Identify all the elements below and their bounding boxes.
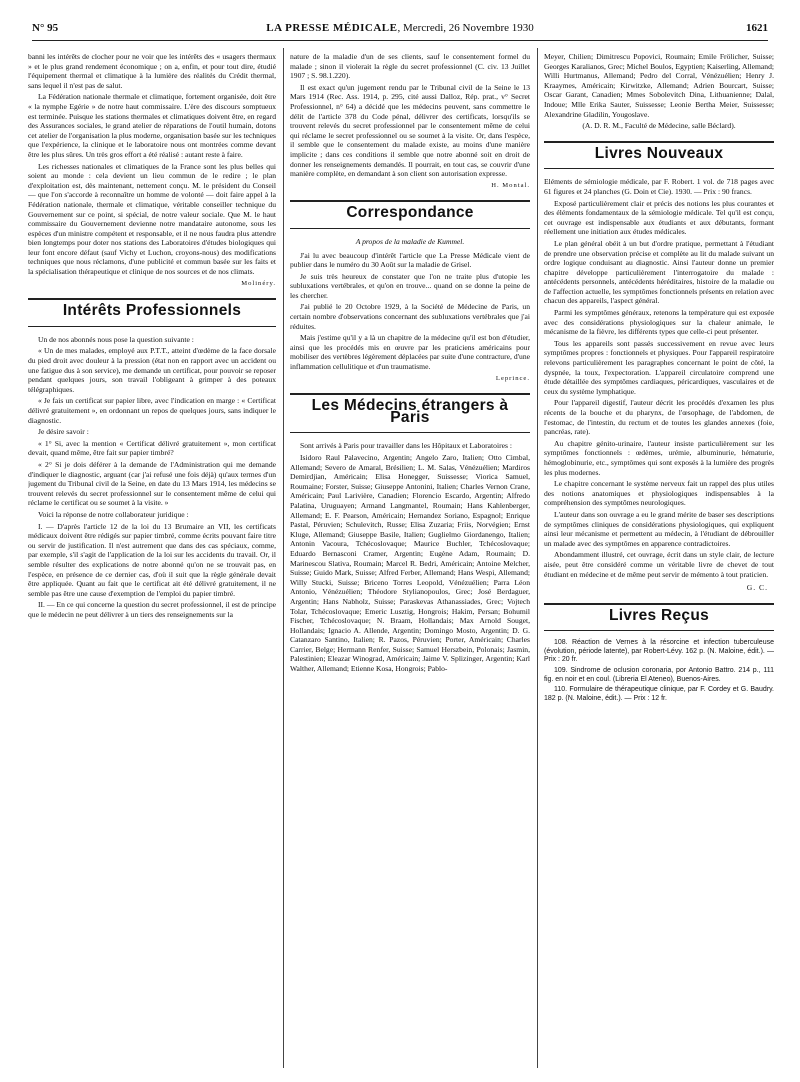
section-header — [290, 393, 530, 433]
paragraph: J'ai lu avec beaucoup d'intérêt l'article que La Presse Médicale vient de publier dans le numéro du 30 Août sur la maladie de Grisel. — [290, 250, 530, 270]
author-signature: Leprince. — [495, 374, 530, 382]
paragraph: Abondamment illustré, cet ouvrage, écrit dans un style clair, de lecture aisée, peut être considéré comme un véritable livre de chevet de tout étudiant en médecine et de même peut servir de mémento à tout praticien. — [544, 550, 774, 579]
newspaper-name: LA PRESSE MÉDICALE — [266, 22, 398, 34]
newspaper-title — [32, 22, 768, 34]
paragraph: Exposé particulièrement clair et précis des notions les plus courantes et des éléments fondamentaux de la sémiologie médicale. Tel qu'il est conçu, cet ouvrage est indispensable aux étudiants et aux débutants, formant réellement une initiation aux études médicales. — [544, 198, 774, 237]
page-number-right: 1621 — [746, 22, 768, 34]
section-header — [28, 298, 276, 327]
section-title: Intérêts Professionnels — [62, 302, 242, 320]
paragraph: Le chapitre concernant le système nerveux fait un rappel des plus utiles des notions anatomiques et physiologiques indispensables à la compréhension des symptômes neurologiques. — [544, 479, 774, 508]
paragraph: Parmi les symptômes généraux, retenons la température qui est exposée avec des considérations physiologiques sur la chaleur animale, le mécanisme de la fièvre, les différents types que celle-ci peut présenter. — [544, 308, 774, 337]
paragraph: I. — D'après l'article 12 de la loi du 13 Brumaire an VII, les certificats médicaux doivent être rédigés sur papier timbré, comme écrits pouvant faire titre ou servir de justification. Il n'est autrement que dans des cas spéciaux, comme, par exemple, s'il s'agit de l'application de la loi sur les accidents du travail. Or, il semble résulter des explications de notre abonné qu'on ne se trouvait pas, en l'espèce, en présence de ce dernier cas, d'où il suit que la règle générale devait être appliquée. Quant au fait que le certificat ait été délivré gratuitement, il ne semble pas être une cause d'exemption de l'emploi du papier timbré. — [28, 521, 276, 598]
author-signature: G. C. — [746, 583, 768, 593]
paragraph: Sont arrivés à Paris pour travailler dans les Hôpitaux et Laboratoires : — [300, 441, 512, 451]
paragraph: Voici la réponse de notre collaborateur juridique : — [38, 509, 189, 519]
section-title: Livres Reçus — [608, 606, 710, 624]
section-header — [544, 603, 774, 632]
section-title: Livres Nouveaux — [594, 144, 724, 162]
paragraph: nature de la maladie d'un de ses clients, sauf le consentement formel du malade ; sinon il violerait la règle du secret professionnel (C. civ. 13 Juillet 1907 ; S. 98.1.220). — [290, 52, 530, 81]
author-signature: H. Montal. — [491, 181, 530, 189]
paragraph: Meyer, Chilien; Dimitrescu Popovici, Roumain; Emile Frölicher, Suisse; Georges Karalianos, Grec; Michel Boulos, Egyptien; Kaiserling, Allemand; Willi Hurtmanus, Allemand; Pedro del Corral, Vénézuélien; Henry J. Kraaymes, Américain; Kirwitzke, Allemand; Adrien Bourcart, Suisse; Oscar Garant, Canadien; Mmes Sobolevitch Dina, Lithuanienne; Dalal, Indoue; Mlle Erika Sauter, Suissesse; Leonie Bertha Meier, Suissesse; Alexandrine Gladilin, Yougoslave. — [544, 52, 774, 119]
paragraph: « 1° Si, avec la mention « Certificat délivré gratuitement », mon certificat devait, quand même, être fait sur papier timbré? — [28, 438, 276, 458]
column-2 — [290, 52, 530, 1072]
paragraph: II. — En ce qui concerne la question du secret professionnel, il est de principe que le médecin ne peut délivrer à un tiers des renseignements sur la — [28, 600, 276, 619]
article-subtitle: A propos de la maladie de Kummel. — [355, 236, 465, 246]
page-header — [32, 18, 768, 41]
received-book-108: 108. Réaction de Vernes à la résorcine et infection tuberculeuse (évolution, période latente), par Robert-Lévy. 162 p. (N. Maloine, édit.). — Prix : 20 fr. — [544, 639, 774, 664]
book-reference: Eléments de sémiologie médicale, par F. Robert. 1 vol. de 718 pages avec 61 figures et 24 planches (G. Doin et Cie). 1930. — Prix : 90 francs. — [544, 177, 774, 196]
received-book-109: 109. Sindrome de oclusion coronaria, por Antonio Battro. 214 p., 111 fig. en noir et en coul. (Libreria El Ateneo), Buenos-Aires. — [544, 667, 774, 683]
column-rule-1 — [283, 48, 284, 1068]
paragraph: J'ai publié le 20 Octobre 1929, à la Société de Médecine de Paris, un certain nombre d'observations concernant des subluxations vertébrales que j'ai réduites. — [290, 302, 530, 331]
paragraph: banni les intérêts de clocher pour ne voir que les intérêts des « usagers thermaux » et le plus grand rendement économique ; on a, enfin, et pour tout dire, étudié l'équipement thermal et climatique à la lumière des réalités du Crédit thermal, sans lequel il n'est pas de salut. — [28, 52, 276, 90]
paragraph: Tous les appareils sont passés successivement en revue avec leurs symptômes propres : fonctionnels et physiques. Pour l'appareil respiratoire relevons particulièrement les paragraphes concernant le point de côté, la dyspnée, la toux, l'expectoration. L'appareil circulatoire comprend une étude détaillée des symptômes cardiaques, péricardiques, vasculaires et de ceux du système lymphatique. — [544, 338, 774, 396]
section-header — [544, 141, 774, 170]
paragraph: Pour l'appareil digestif, l'auteur décrit les procédés d'examen les plus récents de la bouche et du pharynx, de l'œsophage, de l'abdomen, de l'estomac, de l'intestin, du rectum et de toutes les glandes annexes (foie, pancréas, rate). — [544, 398, 774, 437]
paragraph: « 2° Si je dois déférer à la demande de l'Administration qui me demande d'indiquer le diagnostic, arguant (car j'ai refusé une fois déjà) qu'aux termes d'un jugement du Tribunal civil de la Seine, en date du 13 Mars 1914, les médecins se trouvent relevés du secret professionnel sur le consentement même de celui qui réclame le certificat ou se soumet à la visite. » — [28, 459, 276, 508]
paragraph: La Fédération nationale thermale et climatique, fortement organisée, doit être « la nymphe Egérie » de notre haut commissaire. L'ère des discours somptueux est terminée. Puisque les stations thermales et climatiques doivent être, en regard des Assurances sociales, le grand atelier de réparations de l'outil humain, dotons cet atelier de l'organisation la plus moderne, organisation basée sur les techniques que l'expérience, la clinique et le laboratoire nous ont montrées comme devant être les plus sûres. Un très gros effort a été réalisé : autant reste à faire. — [28, 92, 276, 159]
page-number: N° 95 — [32, 22, 59, 34]
paragraph: Il est exact qu'un jugement rendu par le Tribunal civil de la Seine le 13 Mars 1914 (Rec. Ass. 1914, p. 295, cité aussi Dalloz, Rép. prat., v° Secret Professionnel, n° 64) a décidé que les médecins peuvent, sans commettre le délit de l'article 378 du Code pénal, délivrer des certificats, lorsqu'ils se trouvent relevés du secret professionnel par le consentement même de celui qui réclame le secret professionnel ou se soumet à la visite. Or, dans l'espèce, il semble que le consentement du malade existe, au moins d'une manière implicite ; dans ces conditions il semble que notre abonné soit en droit de donner les renseignements demandés. Il pourrait, en tout cas, se couvrir d'une manière complète, en demandant à son client son autorisation expresse. — [290, 82, 530, 179]
paragraph: Isidoro Raul Palavecino, Argentin; Angelo Zaro, Italien; Otto Cimbal, Allemand; Severo de Amaral, Brésilien; L. M. Salas, Vénézuélien; Mardiros Demirdjian, Américain; Elisa Honegger, Suissesse; Viorica Samuel, Roumaine; Forster, Suisse; Giuseppe Antonini, Italien; Charles Vernon Crane, Américain; Paul Larivière, Canadien; Florencio Escardo, Argentin; Alfredo Palatina, Uruguayen; Armand Langmantel, Roumain; Hans Kahlenberger, Allemand; E. F. Pearson, Américain; Hernandez Soriano, Espagnol; Enrique Pastal, Péruvien; Schulevitch, Russe; Elisa Zuzaria; Friis, Norvégien; Ernst Kluge, Allemand; Giuseppe Basile, Italien; Guglielmo Giordanengo, Italien; Antonin Vacoura, Tchécoslovaque; Maurice Buchler, Tchécoslovaque; Eduardo Bernasconi Cramer, Argentin; Eugène Adam, Roumain; D. Marinescou Slativa, Roumain; Marcel R. Bedri, Américain; Antoine Melcher, Suisse; Guido Mark, Suisse; Alfred Ferber, Allemand; Hans Wespi, Allemand; Willy Stucki, Suisse; Briceno Torres Leopold, Vénézuélien; Parra Léon Antonio, Vénézuélien; Théodore Stylianopoulos, Grec; José Berdaguer, Argentin; Hans Nabholz, Suisse; Paraskevas Athanassiades, Grec; Vojtech Tolar, Tchécoslovaque; Emeric Lusztig, Hongrois; Hakim, Persan; Bohumil Fischer, Tchécoslovaque; N. Braam, Hollandais; Max Arnold Souget, Hollandais; Ignacio A. Allende, Argentin; Domingo Mosto, Argentin; D. G. Catanzaro Santino, Italien; R. Pazos, Péruvien; Porter, Américain; Charles Carrier, Belge; Hermann Renfer, Suisse; Samuel Herszbein, Polonais; Jasmin, Palestinien; Eleazar Winograd, Américain; Jaime V. Splizinger, Argentin; Karl Walther, Allemand; Etienne Kosa, Hongrois; Pablo- — [290, 453, 530, 674]
location-note: (A. D. R. M., Faculté de Médecine, salle Béclard). — [582, 121, 736, 131]
issue-date: , Mercredi, 26 Novembre 1930 — [397, 22, 534, 34]
author-signature: Molinéry. — [241, 279, 276, 287]
paragraph: Au chapitre génito-urinaire, l'auteur insiste particulièrement sur les symptômes fonctionnels : œdèmes, urémie, albuminurie, hématurie, hémoglobinurie, etc., symptômes qui sont exposés à la lumière des progrès les plus modernes. — [544, 438, 774, 477]
section-title: Correspondance — [346, 204, 474, 222]
column-1 — [28, 52, 276, 1072]
section-header — [290, 200, 530, 229]
paragraph: Je suis très heureux de constater que l'on ne traite plus d'utopie les subluxations vertébrales, et qu'on en trouve... quand on se donne la peine de les chercher. — [290, 271, 530, 300]
paragraph: Un de nos abonnés nous pose la question suivante : — [38, 334, 194, 344]
paragraph: « Je fais un certificat sur papier libre, avec l'indication en marge : « Certificat délivré gratuitement », en ordonnant un repos de quelques jours, sans indiquer le diagnostic. — [28, 396, 276, 425]
paragraph: Les richesses nationales et climatiques de la France sont les plus belles qui soient au monde : cela devient un lieu commun de le redire ; le plan d'exploitation est, dès maintenant, nettement conçu. M. le président du Conseil — que l'on s'accorde à reconnaître un homme de volonté — doit faire appel à la Fédération nationale, thermale et climatique, véritable conseiller technique du Gouvernement sur ce point, si spécial, de notre valeur sociale. Que M. le haut commissaire du Gouvernement devienne notre mandataire autonome, sous les espèces d'un ministre compétent et responsable, et il ne nous faudra plus attendre bien longtemps pour doter nos stations des Laboratoires d'études biologiques qui leur font encore défaut (sauf Vichy et Luchon, croyons-nous) des modifications techniques que nous réclamons, d'une publicité et commun basée sur les faits et la spécialisation thérapeutique et clinique de nos sources et de nos climats. — [28, 161, 276, 277]
paragraph: Le plan général obéit à un but d'ordre pratique, permettant à l'étudiant de prendre une observation précise et complète au lit du malade suivant un ordre logique conduisant au diagnostic. Ainsi l'auteur donne un premier chapitre développe particulièrement l'interrogatoire du malade : antécédents personnels, antécédents héréditaires, histoire de la maladie ou de l'affection actuelle, les symptômes fonctionnels présents en relation avec chacun des appareils, l'aspect général. — [544, 238, 774, 306]
paragraph: « Un de mes malades, employé aux P.T.T., atteint d'œdème de la face dorsale du pied droit avec douleur à la pression (état non en rapport avec un accident ou une fatigue dus à son service), me demande un certificat, pour pouvoir se reposer pendant quelques jours, son travail l'obligeant à grimper à des poteaux télégraphiques. — [28, 346, 276, 394]
paragraph: L'auteur dans son ouvrage a eu le grand mérite de baser ses descriptions de symptômes cliniques de considérations physiologiques, qui expliquent ainsi leur mécanisme et permettent au médecin, à l'étudiant de débrouiller un malade avec des symptômes en apparence contradictoires. — [544, 509, 774, 548]
section-title: Les Médecins étrangers à Paris — [311, 397, 509, 426]
column-3 — [544, 52, 774, 1072]
column-rule-2 — [537, 48, 538, 1068]
received-book-110: 110. Formulaire de thérapeutique clinique, par F. Cordey et G. Baudry. 182 p. (N. Maloine, édit.). — Prix : 12 fr. — [544, 686, 774, 702]
paragraph: Je désire savoir : — [38, 427, 89, 437]
paragraph: Mais j'estime qu'il y a là un chapitre de la médecine qu'il est bon d'étudier, ainsi que les procédés mis en œuvre par les praticiens américains pour mobiliser des vertèbres légèrement déplacées par suite d'une contracture, d'une inflammation cellulitique et d'un traumatisme. — [290, 333, 530, 372]
